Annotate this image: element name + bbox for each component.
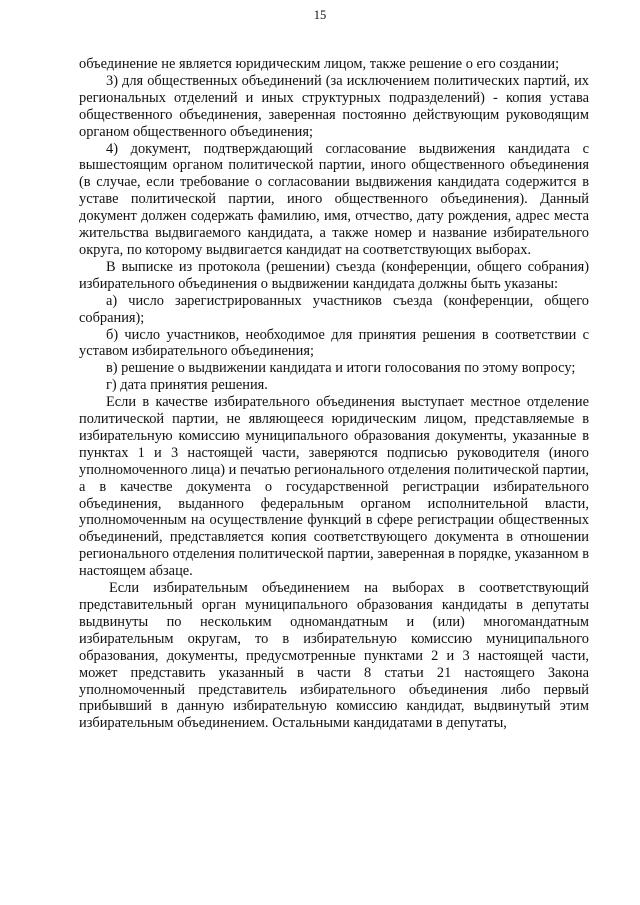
paragraph-protocol-extract: В выписке из протокола (решении) съезда (конференции, общего собрания) избирательного объединения о выдвижении кандидата должны быть указаны:	[79, 258, 589, 292]
paragraph-item-4: 4) документ, подтверждающий согласование выдвижения кандидата с вышестоящим органом политической партии, иного общественного объединения (в случае, если требование о согласовании выдвижения кандидата содержится в уставе политической партии, иного общественного объединения). Данный документ должен содержать фамилию, имя, отчество, дату рождения, адрес места жительства выдвигаемого кандидата, а также номер и название избирательного округа, по которому выдвигается кандидат на соответствующих выборах.	[79, 140, 589, 258]
paragraph-item-a: а) число зарегистрированных участников съезда (конференции, общего собрания);	[79, 292, 589, 326]
page-number: 15	[313, 8, 327, 22]
paragraph-item-v: в) решение о выдвижении кандидата и итоги голосования по этому вопросу;	[106, 360, 576, 377]
paragraph-local-branch: Если в качестве избирательного объединения выступает местное отделение политической партии, не являющееся юридическим лицом, представляемые в избирательную комиссию муниципального образования документы, указанные в пунктах 1 и 3 настоящей части, заверяются подписью руководителя (иного уполномоченного лица) и печатью регионального отделения политической партии, а в качестве документа о государственной регистрации избирательного объединения, выданного федеральным органом исполнительной власти, уполномоченным на осуществление функций в сфере регистрации общественных объединений, представляется копия соответствующего документа в отношении регионального отделения политической партии, заверенная в порядке, указанном в настоящем абзаце.	[79, 394, 589, 580]
paragraph-item-g: г) дата принятия решения.	[106, 377, 268, 394]
paragraph-continuation: объединение не является юридическим лицом, также решение о его создании;	[79, 56, 560, 72]
paragraph-item-b: б) число участников, необходимое для принятия решения в соответствии с уставом избирательного объединения;	[79, 326, 589, 360]
document-body	[79, 56, 589, 732]
paragraph-multiple-districts: Если избирательным объединением на выборах в соответствующий представительный орган муниципального образования кандидаты в депутаты выдвинуты по нескольким одномандатным и (или) многомандатным избирательным округам, то в избирательную комиссию муниципального образования, документы, предусмотренные пунктами 2 и 3 настоящей части, может представить указанный в части 8 статьи 21 настоящего Закона уполномоченный представитель избирательного объединения либо первый прибывший в данную избирательную комиссию кандидат, выдвинутый этим избирательным объединением. Остальными кандидатами в депутаты,	[79, 580, 589, 732]
paragraph-item-3: 3) для общественных объединений (за исключением политических партий, их региональных отделений и иных структурных подразделений) - копия устава общественного объединения, заверенная постоянно действующим руководящим органом общественного объединения;	[79, 72, 589, 140]
